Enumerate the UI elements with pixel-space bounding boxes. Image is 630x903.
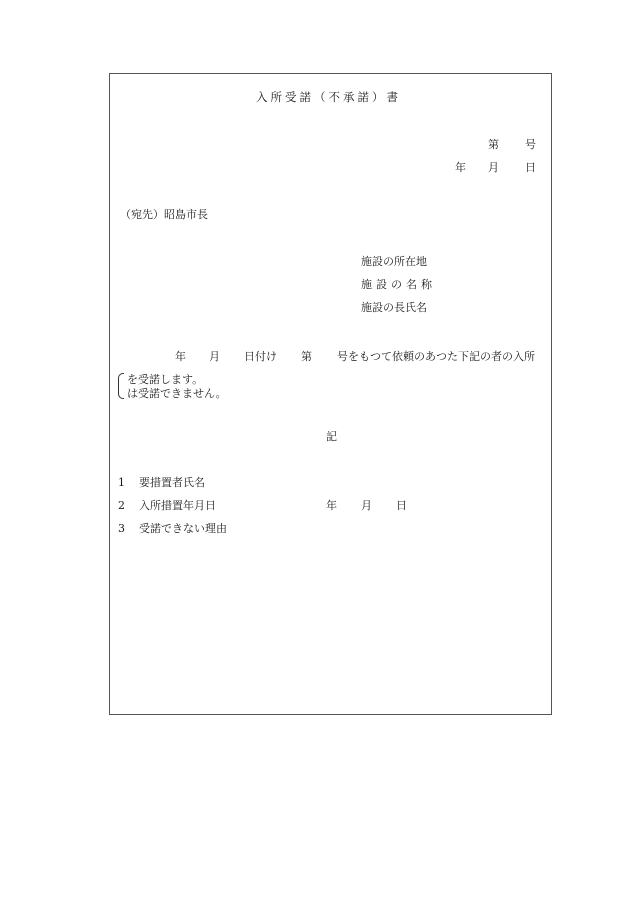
option-reject: は受諾できません。 [127, 387, 227, 400]
item-number-1: 1 [118, 476, 125, 489]
item-number-3: 3 [118, 522, 125, 535]
item-label-2: 入所措置年月日 [139, 499, 216, 512]
body-day-tsuke: 日付け [244, 350, 277, 363]
item-label-3: 受諾できない理由 [139, 522, 227, 535]
addressee: （宛先）昭島市長 [120, 208, 208, 221]
date-day-label: 日 [525, 161, 536, 174]
facility-address-label: 施設の所在地 [361, 255, 427, 268]
ki-heading: 記 [326, 430, 337, 443]
item-number-2: 2 [118, 499, 125, 512]
date-month-label: 月 [488, 161, 499, 174]
document-title: 入所受諾（不承諾）書 [256, 90, 401, 104]
facility-name-label: 施設の名称 [361, 278, 436, 291]
item2-day: 日 [396, 499, 407, 512]
number-label-go: 号 [525, 138, 536, 151]
body-month: 月 [209, 350, 220, 363]
date-year-label: 年 [455, 161, 466, 174]
facility-head-label: 施設の長氏名 [361, 301, 427, 314]
item2-month: 月 [361, 499, 372, 512]
item2-year: 年 [326, 499, 337, 512]
body-text: 号をもつて依頼のあつた下記の者の入所 [337, 350, 535, 363]
number-label-dai: 第 [488, 138, 499, 151]
body-dai: 第 [301, 350, 312, 363]
option-accept: を受諾します。 [127, 373, 204, 386]
brace-bracket [118, 373, 124, 399]
item-label-1: 要措置者氏名 [139, 476, 205, 489]
body-year: 年 [175, 350, 186, 363]
